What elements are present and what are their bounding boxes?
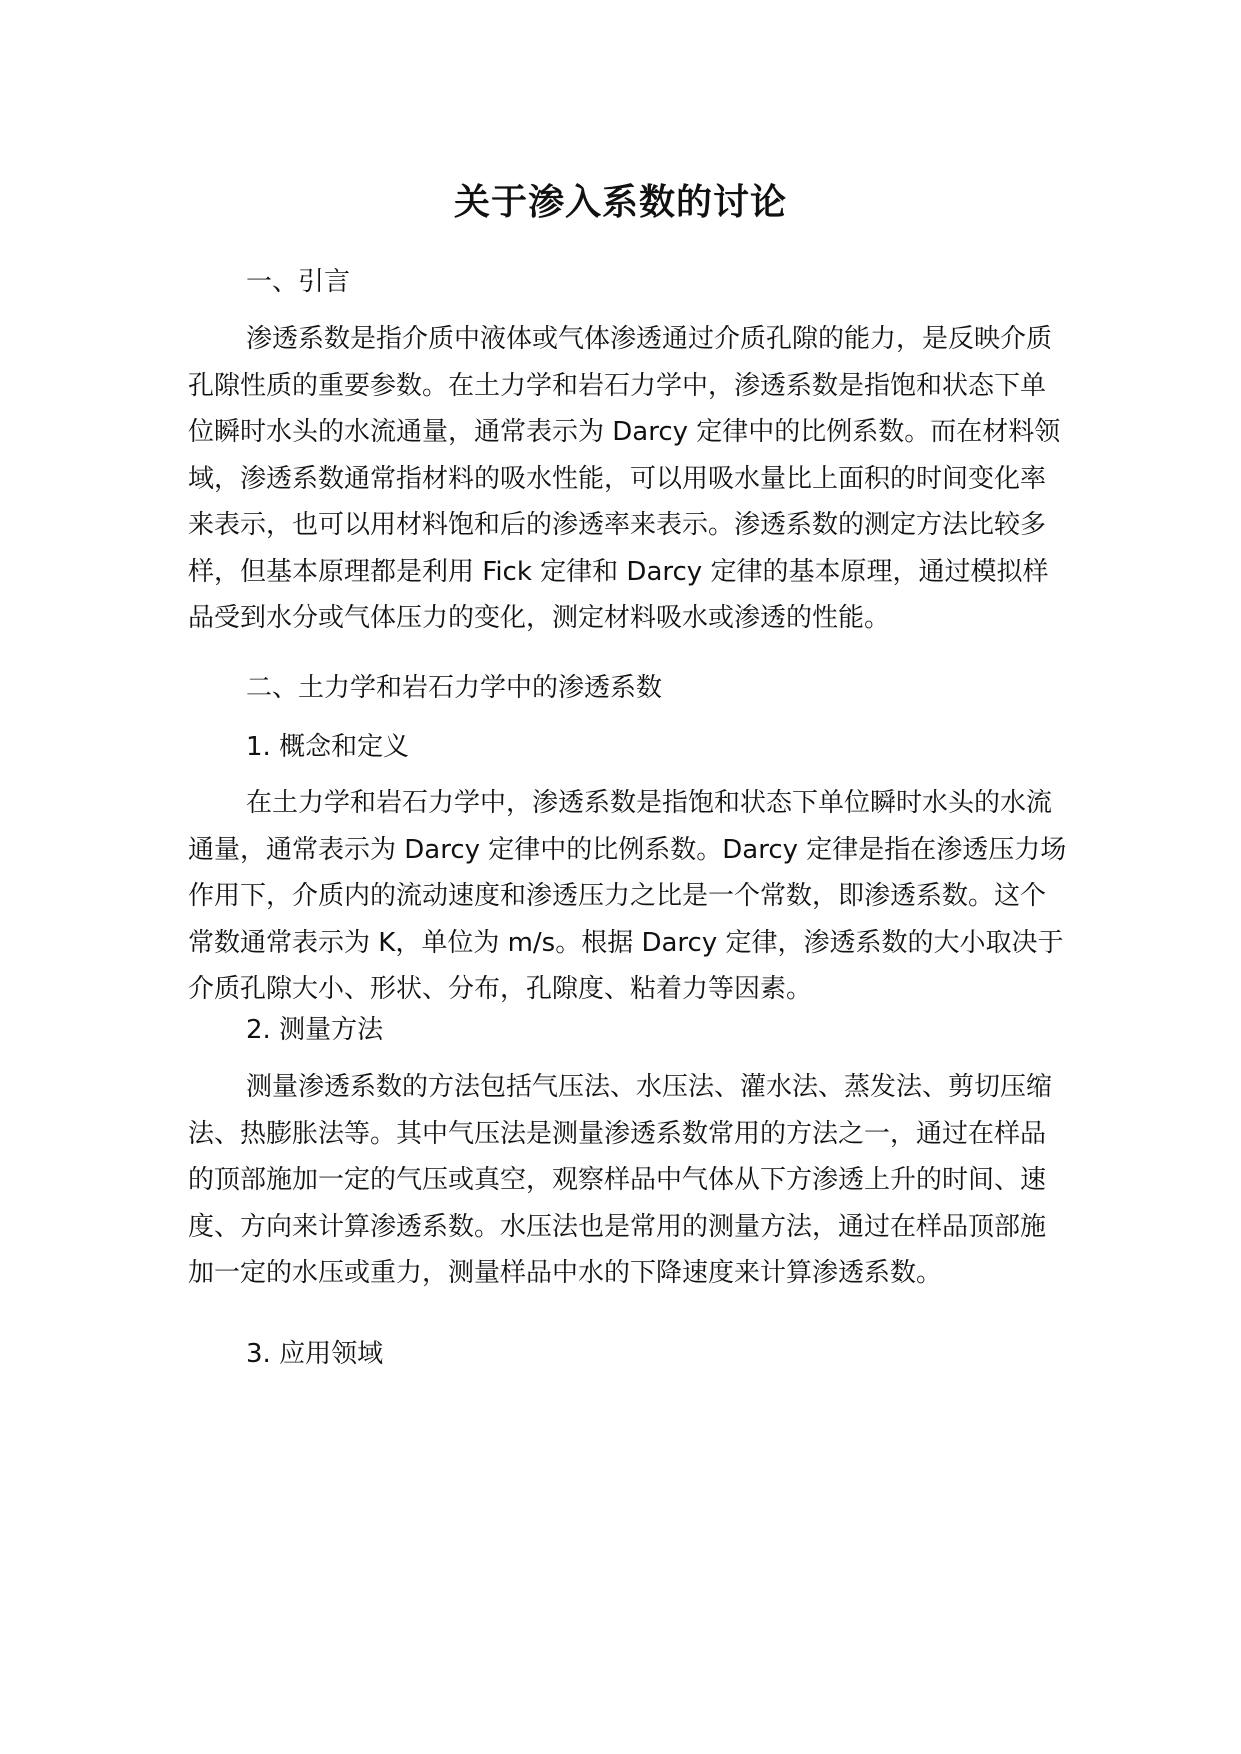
paragraph-introduction: 渗透系数是指介质中液体或气体渗透通过介质孔隙的能力，是反映介质孔隙性质的重要参数。在土力学和岩石力学中，渗透系数是指饱和状态下单位瞬时水头的水流通量，通常表示为 Darcy 定律中的比例系数。而在材料领域，渗透系数通常指材料的吸水性能，可以用吸水量比上面积的时间变化率来表示，也可以用材料饱和后的渗透率来表示。渗透系数的测定方法比较多样，但基本原理都是利用 Fick 定律和 Darcy 定律的基本原理，通过模拟样品受到水分或气体压力的变化，测定材料吸水或渗透的性能。 xyxy=(188,324,1061,633)
subsection-heading-applications: 3. 应用领域 xyxy=(246,1339,384,1369)
section-heading-introduction: 一、引言 xyxy=(246,267,351,297)
paragraph-measurement: 测量渗透系数的方法包括气压法、水压法、灌水法、蒸发法、剪切压缩法、热膨胀法等。其中气压法是测量渗透系数常用的方法之一，通过在样品的顶部施加一定的气压或真空，观察样品中气体从下方渗透上升的时间、速度、方向来计算渗透系数。水压法也是常用的测量方法，通过在样品顶部施加一定的水压或重力，测量样品中水的下降速度来计算渗透系数。 xyxy=(188,1072,1053,1288)
paragraph-concept: 在土力学和岩石力学中，渗透系数是指饱和状态下单位瞬时水头的水流通量，通常表示为 Darcy 定律中的比例系数。Darcy 定律是指在渗透压力场作用下，介质内的流动速度和渗透压力之比是一个常数，即渗透系数。这个常数通常表示为 K，单位为 m/s。根据 Darcy 定律，渗透系数的大小取决于介质孔隙大小、形状、分布，孔隙度、粘着力等因素。 xyxy=(188,788,1067,1004)
subsection-heading-concept: 1. 概念和定义 xyxy=(246,732,410,762)
subsection-heading-measurement: 2. 测量方法 xyxy=(246,1015,384,1045)
document-title: 关于渗入系数的讨论 xyxy=(453,182,787,223)
section-heading-soil-rock-mechanics: 二、土力学和岩石力学中的渗透系数 xyxy=(246,673,663,703)
